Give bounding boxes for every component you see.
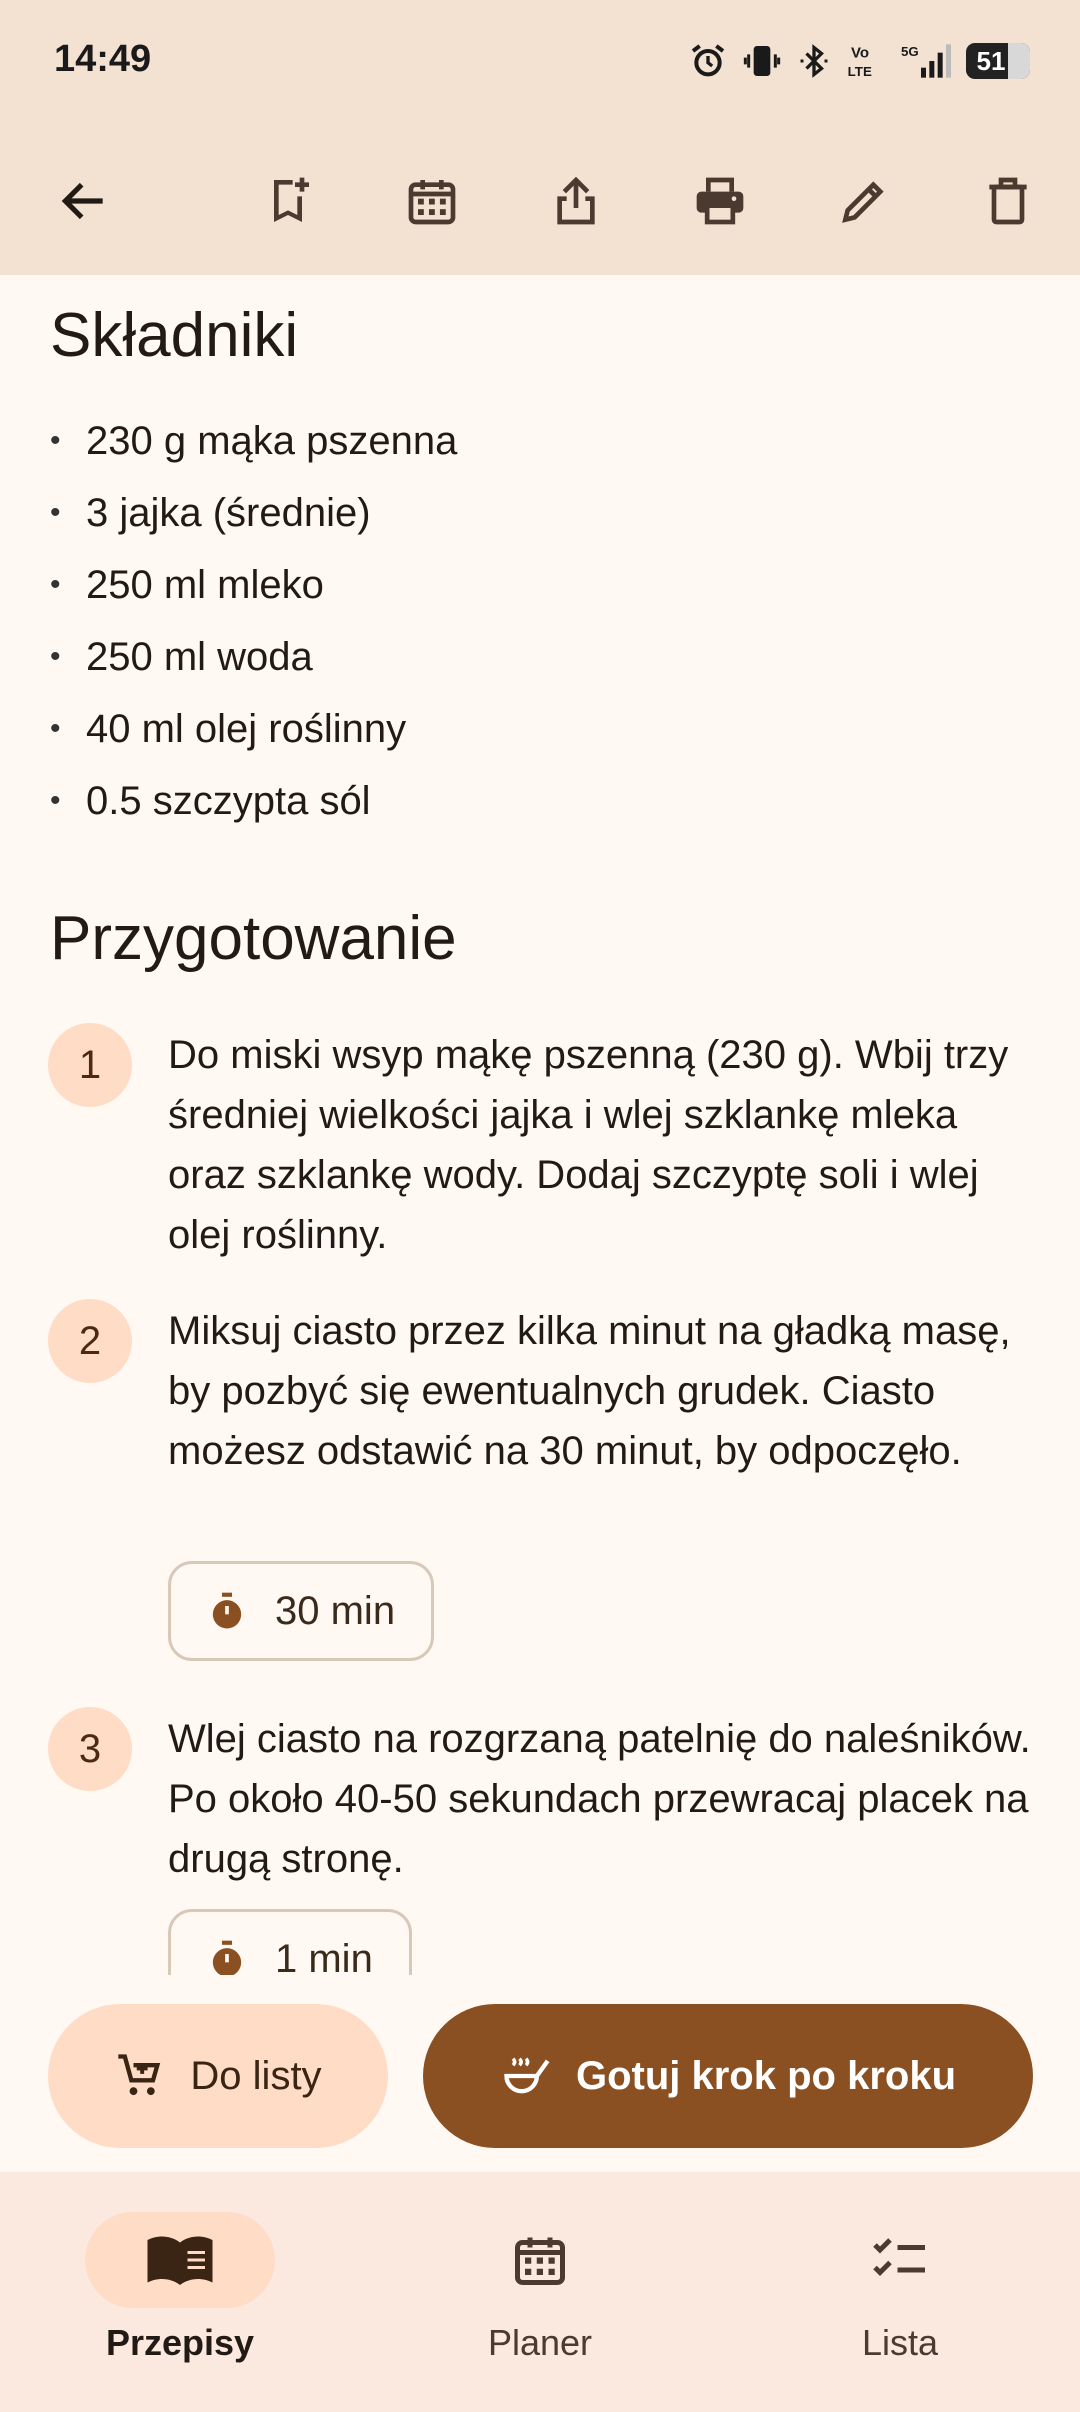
step-number-badge: 3	[48, 1707, 132, 1791]
ingredients-title: Składniki	[50, 301, 299, 370]
add-to-list-label: Do listy	[190, 2053, 322, 2098]
timer-label: 1 min	[275, 1936, 373, 1975]
list-item: • 0.5 szczypta sól	[50, 779, 371, 823]
nav-icon-container	[85, 2212, 275, 2308]
cooking-pot-icon	[500, 2050, 552, 2102]
svg-text:LTE: LTE	[847, 64, 872, 79]
print-button[interactable]	[684, 165, 756, 237]
timer-label: 30 min	[275, 1588, 396, 1633]
status-time: 14:49	[54, 38, 152, 80]
bluetooth-icon	[796, 41, 832, 81]
schedule-button[interactable]	[396, 165, 468, 237]
preparation-title: Przygotowanie	[50, 904, 457, 973]
nav-icon-container	[445, 2212, 635, 2308]
battery-icon: 51	[966, 43, 1030, 79]
nav-label: Planer	[487, 2322, 593, 2363]
add-to-list-button[interactable]	[48, 2004, 388, 2148]
share-icon	[548, 173, 604, 229]
volte-icon	[846, 41, 886, 81]
bookmark-add-icon	[260, 173, 316, 229]
step-text: Do miski wsyp mąkę pszenną (230 g). Wbij trzy średniej wielkości jajka i wlej szklankę mleka oraz szklankę wody. Dodaj szczyptę soli i wlej olej roślinny.	[168, 1033, 1009, 1257]
nav-item-list[interactable]	[750, 2212, 1050, 2382]
back-button[interactable]	[48, 165, 120, 237]
delete-button[interactable]	[972, 165, 1044, 237]
timer-icon	[207, 1591, 247, 1631]
list-item: • 40 ml olej roślinny	[50, 707, 407, 751]
list-item: • 250 ml woda	[50, 635, 313, 679]
status-icons	[688, 36, 1030, 86]
svg-text:5G: 5G	[901, 44, 919, 59]
step-number-badge: 2	[48, 1299, 132, 1383]
cart-add-icon	[114, 2050, 166, 2102]
timer-button[interactable]	[168, 1561, 434, 1661]
share-button[interactable]	[540, 165, 612, 237]
svg-text:Vo: Vo	[851, 44, 870, 62]
back-arrow-icon	[56, 173, 112, 229]
calendar-icon	[510, 2230, 570, 2290]
timer-icon	[207, 1939, 247, 1975]
step-number-badge: 1	[48, 1023, 132, 1107]
timer-button[interactable]	[168, 1909, 412, 1975]
alarm-icon	[688, 41, 728, 81]
edit-icon	[836, 173, 892, 229]
list-item: • 3 jajka (średnie)	[50, 491, 371, 535]
step-text: Wlej ciasto na rozgrzaną patelnię do naleśników. Po około 40-50 sekundach przewracaj placek na drugą stronę.	[168, 1717, 1031, 1881]
delete-icon	[980, 173, 1036, 229]
nav-item-planner[interactable]	[390, 2212, 690, 2382]
recipe-content[interactable]	[0, 275, 1080, 1975]
bottom-navigation	[0, 2172, 1080, 2412]
checklist-icon	[868, 2230, 932, 2290]
print-icon	[690, 173, 750, 229]
action-bar	[0, 2000, 1080, 2150]
edit-button[interactable]	[828, 165, 900, 237]
list-item: • 230 g mąka pszenna	[50, 419, 458, 463]
book-icon	[145, 2232, 215, 2288]
calendar-icon	[404, 173, 460, 229]
cook-step-by-step-label: Gotuj krok po kroku	[575, 2053, 957, 2098]
list-item: • 250 ml mleko	[50, 563, 324, 607]
app-bar	[0, 125, 1080, 275]
cook-step-by-step-button[interactable]	[423, 2004, 1033, 2148]
vibrate-icon	[742, 41, 782, 81]
bookmark-add-button[interactable]	[252, 165, 324, 237]
status-bar	[0, 0, 1080, 125]
nav-icon-container	[805, 2212, 995, 2308]
nav-item-recipes[interactable]	[30, 2212, 330, 2382]
nav-label: Lista	[861, 2322, 939, 2363]
nav-label: Przepisy	[105, 2322, 255, 2363]
signal-5g-icon	[900, 41, 952, 81]
ingredients-list	[50, 405, 457, 837]
step-text: Miksuj ciasto przez kilka minut na gładką masę, by pozbyć się ewentualnych grudek. Ciasto możesz odstawić na 30 minut, by odpoczęło.	[168, 1309, 1011, 1473]
